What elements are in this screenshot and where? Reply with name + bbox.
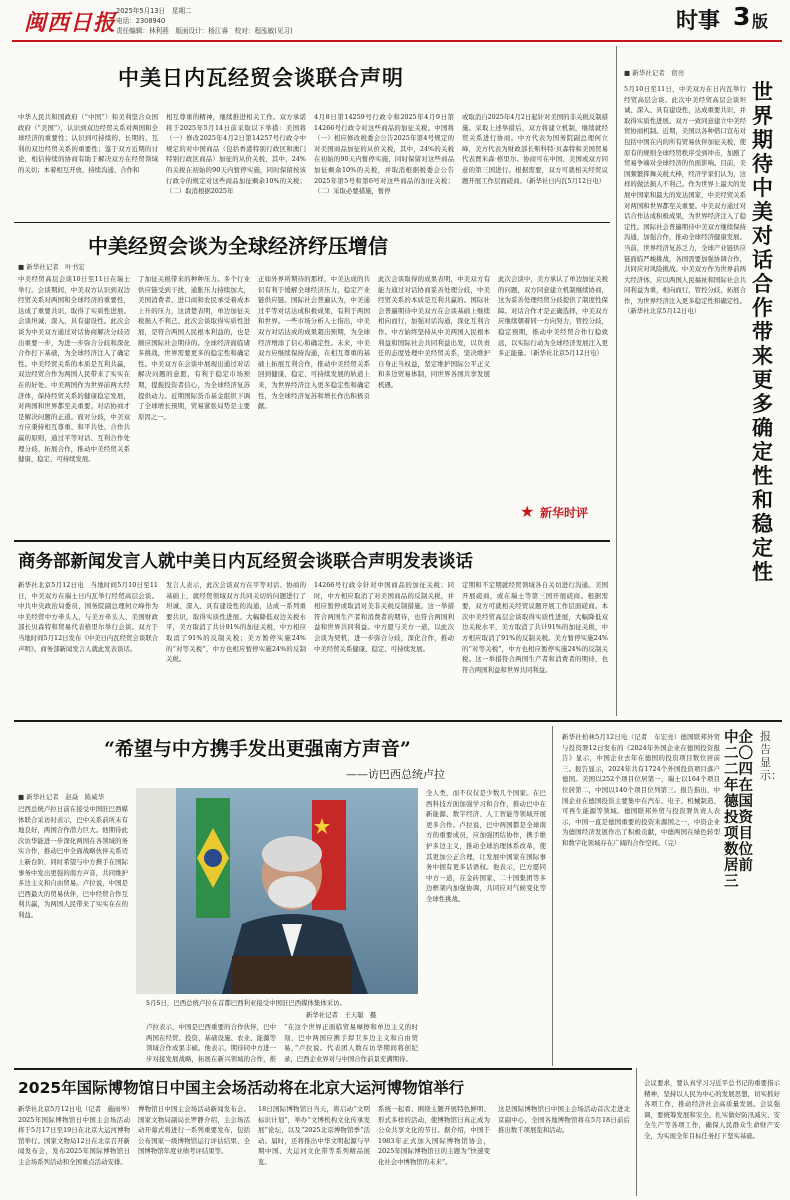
art1-headline: 中美日内瓦经贸会谈联合声明 [118, 66, 404, 90]
side-text: 5月10日至11日，中美双方在日内瓦举行经贸高层会谈。此次中美经贸高层会谈坦诚、深入、具有建设性，达成重要共识，并取得实质性进展。双方一致同意建立中美经贸协商机制。近期，美国以各种借口宣布对包括中国在内的所有贸易伙伴加征关税，使原有的规则全球经贸秩序受到冲击，加剧了贸易争端对全球经济的负面影响。目前，美国频繁挥舞关税大棒，经济学家们认为，这样的做法损人不利己。作为世界上最大的发展中国家和最大的发达国家，中美经贸关系对两国和世界都至关重要。中美双方通过对话合作达成积极成果，为世界经济注入了稳定性。国际社会普遍期待中美双方继续保持沟通，加强合作，推动全球经济健康发展。当前，世界经济复苏乏力，全球产业链供应链面临严峻挑战，各国需要加强协调合作，共同应对风险挑战。中美双方作为世界前两大经济体，应以两国人民福祉和国际社会共同利益为重，相向而行，管控分歧，拓展合作，为世界经济注入更多稳定性和确定性。（新华社北京5月12日电） [624, 85, 746, 316]
page-unit: 版 [752, 12, 769, 31]
masthead-date: 2025年5月13日 星期二 [116, 7, 192, 15]
divider-1 [14, 222, 610, 223]
lula-photo [136, 788, 418, 994]
art5-headline: 中企二〇二四年在德国投资项目数位居前三 [724, 730, 753, 890]
divider-2 [14, 540, 610, 542]
art6-col-5: 这是国际博物馆日中国主会场活动首次走进北京副中心，全国各地博物馆将在5月18日前后推出数千项展览和活动。 [498, 1105, 630, 1135]
divider-3 [14, 720, 782, 722]
art4-col-1: 巴西总统卢拉日前在接受中国驻巴西媒体联合采访时表示，巴中关系前所未有地良好，两国合作潜力巨大。他期待此次访华能进一步深化两国在各领域的务实合作，推动巴中全面战略伙伴关系迈上新台阶，同时希望与中方携手在国际事务中发出更强的南方声音，共同维护多边主义和自由贸易。卢拉说，中国是巴西最大的贸易伙伴，巴中经贸合作互利共赢，为两国人民带来了实实在在的利益。 [18, 805, 128, 919]
art6-col-4: 系统一起看、围绕主题开展特色鲜明、形式多样的活动，使博物馆日真正成为公众共享文化的节日。据介绍，中国于1983年正式加入国际博物馆协会，2025年国际博物馆日的主题为“快速变化社会中博物馆的未来”。 [378, 1105, 490, 1166]
art5-text: 新华社柏林5月12日电（记者 车宏亮）德国联邦外贸与投资署12日发布的《2024年外国企业在德国投资报告》显示，中国企业去年在德国的投资项目数位居前三。报告显示，2024年共有1724个外国投资项目落户德国。美国以252个项目位居第一，瑞士以164个项目位居第二，中国以140个项目位列第三。报告指出，中国企业在德国投资主要集中在汽车、电子、机械制造、可再生能源等领域。德国联邦外贸与投资署负责人表示，中国一直是德国重要的投资来源国之一，中资企业为德国经济发展作出了积极贡献，中德两国在绿色转型和数字化领域存在广阔的合作空间。（完） [562, 733, 720, 847]
masthead-logo: 闽西日报 [24, 10, 117, 36]
art4-byline: ■ 新华社记者 赵焱 陈威华 [18, 793, 105, 801]
photo-caption: 5月5日，巴西总统卢拉在首都巴西利亚接受中国驻巴西媒体集体采访。 [146, 999, 346, 1007]
art5-label: 报告显示： [760, 730, 782, 782]
art6-headline: 2025年国际博物馆日中国主会场活动将在北京大运河博物馆举行 [18, 1079, 465, 1097]
commentary-col-5: 此次会谈中，美方承认了单边加征关税的问题，双方同意建立机制继续协商，这为妥善处理经贸分歧提供了制度性保障。对话合作才是正确选择，中美双方应继续朝着同一方向努力，管控分歧，稳定预期，推动中美经贸合作行稳致远，以实际行动为全球经济发展注入更多正能量。（新华社北京5月12日电） [498, 275, 608, 358]
column-divider-2 [552, 726, 553, 1066]
photo-credit: 新华社记者 王天聪 摄 [306, 1011, 377, 1019]
art4-col-2: 全人类，而不仅仅是少数几个国家。在巴西科技方面加强学习和合作，推动巴中在新能源、数字经济、人工智能等领域开展更多合作。卢拉说，巴中两国都是全球南方的重要成员，应加强团结协作，携手维护多边主义，推动全球治理体系改革，使其更加公正合理，让发展中国家在国际事务中拥有更多话语权。他表示，巴方愿同中方一道，在金砖国家、二十国集团等多边框架内加强协调，共同应对气候变化等全球性挑战。 [426, 789, 546, 903]
art4-col-4: “在这个世界正面临贸易摩擦和单边主义的时刻，巴中两国应携手捍卫多边主义和自由贸易，”卢拉说。代表团人数在访华期间将创纪录，巴西企业界对与中国合作前景充满期待。 [284, 1023, 418, 1063]
art1-col-4: 或取消自2025年4月2日起针对美国的非关税反制措施。采取上述举措后，双方将建立机制，继续就经贸关系进行协商。中方代表为国务院副总理何立峰，美方代表为财政部长斯科特·贝森特和美国贸易代表贾米森·格里尔。协商可在中国、美国或双方同意的第三国进行。根据需要，双方可就相关经贸议题开展工作层面磋商。（新华社日内瓦5月12日电） [462, 113, 608, 185]
art3-col-1: 新华社北京5月12日电 当地时间5月10日至11日，中美双方在瑞士日内瓦举行经贸高层会谈。中共中央政治局委员、国务院副总理何立峰作为中美经贸中方牵头人，与美方牵头人、美国财政部长贝森特和贸易代表格里尔举行会谈。双方于当地时间5月12日发布《中美日内瓦经贸会谈联合声明》。商务部新闻发言人就此发表谈话。 [18, 581, 158, 653]
column-divider-3 [636, 1068, 637, 1196]
photo-illustration [136, 788, 418, 994]
art4-subhead: ——访巴西总统卢拉 [346, 768, 445, 781]
art4-headline: “希望与中方携手发出更强南方声音” [104, 738, 411, 760]
art1-col-1: 中华人民共和国政府（“中国”）和美利坚合众国政府（“美国”），认识到双边经贸关系对两国和全球经济的重要性；认识到可持续的、长期的、互利的双边经贸关系的重要性；鉴于双方近期的讨论，相信持续的协商有助于解决双方在经贸领域的关切；本着相互开放、持续沟通、合作和 [18, 113, 158, 174]
commentary-col-2: 了加征关税带来的种种压力。多个行业供应链受到干扰，通胀压力持续加大，美国消费者、进口商和农民承受着成本上升的压力，这清楚表明，单边加征关税损人不利己。此次会谈取得实质性进展，是符合两国人民根本利益的，也是顺应国际社会期待的。全球经济面临诸多挑战，世界需要更多的稳定性和确定性。中美双方在会谈中展现出通过对话解决问题的意愿，有利于稳定市场预期，提振投资者信心，为全球经济复苏提供动力。近期国际货币基金组织下调了全球增长预期，贸易紧张局势是主要原因之一。 [138, 275, 250, 421]
divider-4 [14, 1068, 632, 1070]
art1-col-2: 相互尊重的精神，继续推进相关工作。双方承诺将于2025年5月14日前采取以下举措：美国将（一）修改2025年4月2日第14257号行政令中规定的对中国商品（包括香港特别行政区和澳门特别行政区商品）加征的从价关税，其中，24%的关税在初始的90天内暂停实施，同时保留按该行政令的规定对这些商品加征剩余10%的关税；（二）取消根据2025年 [166, 113, 306, 196]
commentary-tag [520, 500, 610, 528]
art6-col-2: 博物馆日中国主会场活动新闻发布会。国家文物局副局长罗静介绍，主会场活动开幕式将进行一系列重要发布，包括公布国家一级博物馆运行评估结果、全国博物馆年度业绩考评结果等。 [138, 1105, 250, 1156]
masthead [0, 0, 790, 40]
art6-col-3: 18日国际博物馆日当天，将启动“文明标识计划”，举办“文博机构文化传承发展”论坛，以及“2025北京博物馆季”活动。届时，还将推出中华文明起源与早期中国、大运河文化带等系列精品展览。 [258, 1105, 370, 1166]
art4-col-3: 卢拉表示，中国是巴西重要的合作伙伴，巴中两国在经贸、投资、基础设施、农业、能源等领域合作成果丰硕。他表示，期待同中方进一步对接发展战略，拓展在新兴领域的合作，推 [146, 1023, 276, 1063]
page-number: 3 [733, 2, 751, 31]
art3-col-2: 发言人表示，此次会谈双方在平等对话、协商的基础上，就经贸领域双方共同关切的问题进行了坦诚、深入、具有建设性的沟通，达成一系列重要共识，取得实质性进展。大幅降低双边关税水平，美方取消了共计91%的加征关税，中方相应取消了91%的反制关税；美方暂停实施24%的“对等关税”，中方也相应暂停实施24%的反制关税。 [166, 581, 306, 664]
art3-headline: 商务部新闻发言人就中美日内瓦经贸会谈联合声明发表谈话 [18, 552, 473, 572]
section-name: 时事 [676, 9, 721, 34]
column-divider [616, 46, 617, 716]
star-icon: ★ [520, 502, 535, 521]
art3-col-3: 14266号行政令针对中国商品的加征关税；同时，中方相应取消了对美国商品的反制关税，并相应暂停或取消对美非关税反制措施。这一举措符合两国生产者和消费者的期待，也符合两国利益和世界共同利益。中方愿与美方一道，以此次会谈为契机，进一步弥合分歧，深化合作，推动中美经贸关系健康、稳定、可持续发展。 [314, 581, 454, 653]
commentary-col-3: 正如外界所期待的那样，中美达成的共识有利于缓解全球经济压力，稳定产业链供应链。国际社会普遍认为，中美通过平等对话达成积极成果，有利于两国和世界。一些市场分析人士指出，中美双方对话达成的成果超出预期，为全球经济增添了信心和确定性。未来，中美双方应继续保持沟通，在相互尊重的基础上拓展互利合作，推动中美经贸关系回到健康、稳定、可持续发展的轨道上来，为世界经济注入更多稳定性和确定性，为全球经济复苏和增长作出积极贡献。 [258, 275, 370, 411]
commentary-byline: ■ 新华社记者 叶书宏 [18, 263, 85, 271]
masthead-rule [12, 40, 782, 42]
masthead-phone: 电话：2308940 [116, 17, 166, 25]
masthead-editors: 责任编辑：林利燕 版面设计：杨江睿 校对：程泓敏(见习) [116, 27, 293, 35]
art6-col-1: 新华社北京5月12日电（记者 施雨岑）2025年国际博物馆日中国主会场活动将于5月17日至19日在北京大运河博物馆举行。国家文物局12日在北京召开新闻发布会，发布2025年国际博物馆日主会场系列活动和全国重点活动安排。 [18, 1105, 130, 1166]
shortnews-text: 会议要求，要认真学习习近平总书记的重要指示精神，坚持以人民为中心的发展思想，切实抓好各项工作，推动经济社会高质量发展。会议强调，要统筹发展和安全，扎实做好防汛减灾、安全生产等各项工作，确保人民群众生命财产安全，为实现全年目标任务打下坚实基础。 [644, 1079, 780, 1140]
commentary-headline: 中美经贸会谈为全球经济纾压增信 [88, 234, 388, 258]
art3-col-4: 定期和不定期就经贸领域各自关切进行沟通。美国开展磋商，或在瑞士等第三国开展磋商。根据需要，双方可就相关经贸议题开展工作层面磋商。本次中美经贸高层会谈取得实质性进展，大幅降低双边关税水平，美方取消了共计91%的加征关税，中方相应取消了91%的反制关税。美方暂停实施24%的“对等关税”，中方也相应暂停实施24%的反制关税。这一举措符合两国生产者和消费者的期待，也符合两国利益和世界共同利益。 [462, 581, 608, 674]
side-byline: ■ 新华社记者 宿亮 [624, 69, 685, 77]
commentary-col-1: 中美经贸高层会谈10日至11日在瑞士举行。会谈期间，中美双方认识到双边经贸关系对两国和全球经济的重要性，达成了重要共识，取得了实质性进展。会谈坦诚、深入、具有建设性。此次会谈为中美双方通过对话协商解决分歧迈出重要一步，为进一步弥合分歧和深化合作打下基础，为全球经济注入了确定性。中美经贸关系的本质是互利共赢，双边经贸合作为两国人民带来了实实在在的好处。中美两国作为世界前两大经济体，保持经贸关系的健康稳定发展，对两国和世界都至关重要。对话协商才是解决问题的正道。面对分歧，中美双方应秉持相互尊重、和平共处、合作共赢的原则，通过平等对话、互利合作处理分歧、拓展合作，推动中美经贸关系健康、稳定、可持续发展。 [18, 275, 130, 464]
commentary-col-4: 此次会谈取得的成果表明，中美双方有能力通过对话协商妥善处理分歧，中美经贸关系的本质是互利共赢的。国际社会普遍期待中美双方在会谈基础上继续相向而行，加强对话沟通，深化互利合作。中方始终坚持从中美两国人民根本利益和国际社会共同利益出发，以负责任的态度处理中美经贸关系，坚决维护自身正当权益，坚定维护国际公平正义和多边贸易体制，同世界各国共享发展机遇。 [378, 275, 490, 389]
art1-col-3: 4月8日第14259号行政令和2025年4月9日第14266号行政令对这些商品的加征关税。中国将（一）相应修改税委会公告2025年第4号规定的对美国商品加征的从价关税，其中，24%的关税在初始的90天内暂停实施，同时保留对这些商品加征剩余10%的关税，并取消根据税委会公告2025年第5号和第6号对这些商品的加征关税；（二）采取必要措施，暂停 [314, 113, 454, 196]
commentary-tag-label: 新华时评 [540, 506, 589, 520]
side-headline: 世界期待中美对话合作带来更多确定性和稳定性 [752, 80, 773, 584]
